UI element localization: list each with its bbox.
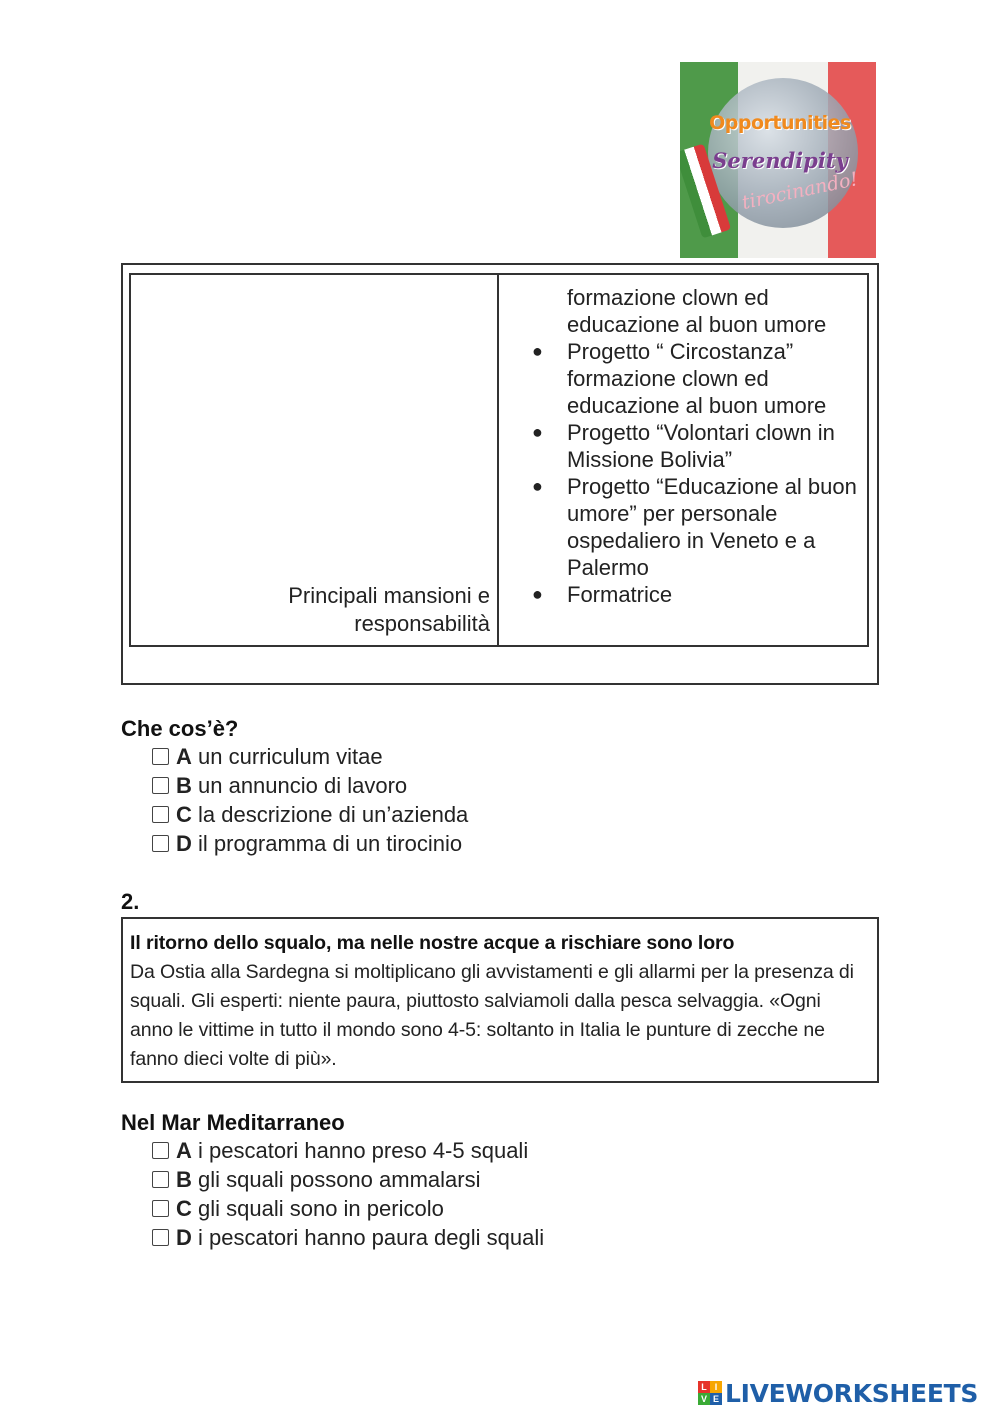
question-2-options [152,1136,544,1252]
list-item-text: Progetto “Educazione al buon umore” per personale ospedaliero in Veneto e a Palermo [567,474,857,580]
mark-tile: E [710,1393,722,1405]
option-letter: A [176,1138,192,1163]
logo-text-tirocinando: tirocinando! [740,167,860,215]
option-d[interactable] [152,829,468,858]
question-1-title: Che cos’è? [121,716,239,741]
bullet-icon: ● [532,476,543,496]
logo-text-serendipity: Serendipity [712,148,848,173]
option-letter: D [176,831,192,856]
article-body: Da Ostia alla Sardegna si moltiplicano gli avvistamenti e gli allarmi per la presenza di squali. Gli esperti: niente paura, piuttosto salviamoli dalla pesca selvaggia. «Ogni anno le vittime in tutto il mondo sono 4-5: soltanto in Italia le punture di zecche ne fanno dieci volte di più». [130,961,854,1070]
option-text: i pescatori hanno paura degli squali [191,1225,545,1250]
checkbox[interactable] [152,1142,169,1159]
option-letter: C [176,802,192,827]
logo-text-opportunities: Opportunities [709,112,851,134]
question-2-title: Nel Mar Meditarraneo [121,1110,345,1135]
section-2-number: 2. [121,889,140,914]
list-item [532,473,860,581]
option-text: gli squali sono in pericolo [191,1196,444,1221]
list-item [532,419,860,473]
liveworksheets-mark-icon [698,1381,722,1405]
option-b[interactable] [152,1165,544,1194]
list-item-text: Progetto “Volontari clown in Missione Bolivia” [567,420,835,472]
checkbox[interactable] [152,1171,169,1188]
duties-continuation-text: formazione clown ed educazione al buon umore [567,285,827,337]
list-item [532,338,860,419]
mark-tile: L [698,1381,710,1393]
question-1-options [152,742,468,858]
checkbox[interactable] [152,806,169,823]
logo-opportunities-serendipity [680,62,876,258]
option-d[interactable] [152,1223,544,1252]
list-item-text: Progetto “ Circostanza” formazione clown ed educazione al buon umore [567,339,827,418]
option-text: i pescatori hanno preso 4-5 squali [191,1138,529,1163]
cv-table-left-label: Principali mansioni e responsabilità [288,583,490,636]
option-a[interactable] [152,742,468,771]
option-letter: D [176,1225,192,1250]
article-text [130,929,860,1074]
mark-tile: I [710,1381,722,1393]
article-title: Il ritorno dello squalo, ma nelle nostre acque a rischiare sono loro [130,932,735,954]
option-text: un annuncio di lavoro [191,773,408,798]
checkbox[interactable] [152,835,169,852]
option-c[interactable] [152,1194,544,1223]
bullet-icon: ● [532,341,543,361]
option-c[interactable] [152,800,468,829]
bullet-icon: ● [532,422,543,442]
option-b[interactable] [152,771,468,800]
list-item [532,581,860,608]
option-text: un curriculum vitae [191,744,383,769]
checkbox[interactable] [152,1200,169,1217]
option-text: gli squali possono ammalarsi [191,1167,481,1192]
option-text: la descrizione di un’azienda [191,802,469,827]
bullet-icon: ● [532,584,543,604]
option-a[interactable] [152,1136,544,1165]
list-item-text: Formatrice [567,582,673,607]
cv-table-divider [497,273,499,647]
cv-table-duties-list [532,284,860,608]
option-letter: B [176,1167,192,1192]
option-letter: C [176,1196,192,1221]
checkbox[interactable] [152,1229,169,1246]
brand-text: LIVEWORKSHEETS [725,1378,979,1408]
checkbox[interactable] [152,748,169,765]
option-text: il programma di un tirocinio [191,831,463,856]
liveworksheets-logo [698,1376,978,1410]
mark-tile: V [698,1393,710,1405]
option-letter: B [176,773,192,798]
option-letter: A [176,744,192,769]
checkbox[interactable] [152,777,169,794]
